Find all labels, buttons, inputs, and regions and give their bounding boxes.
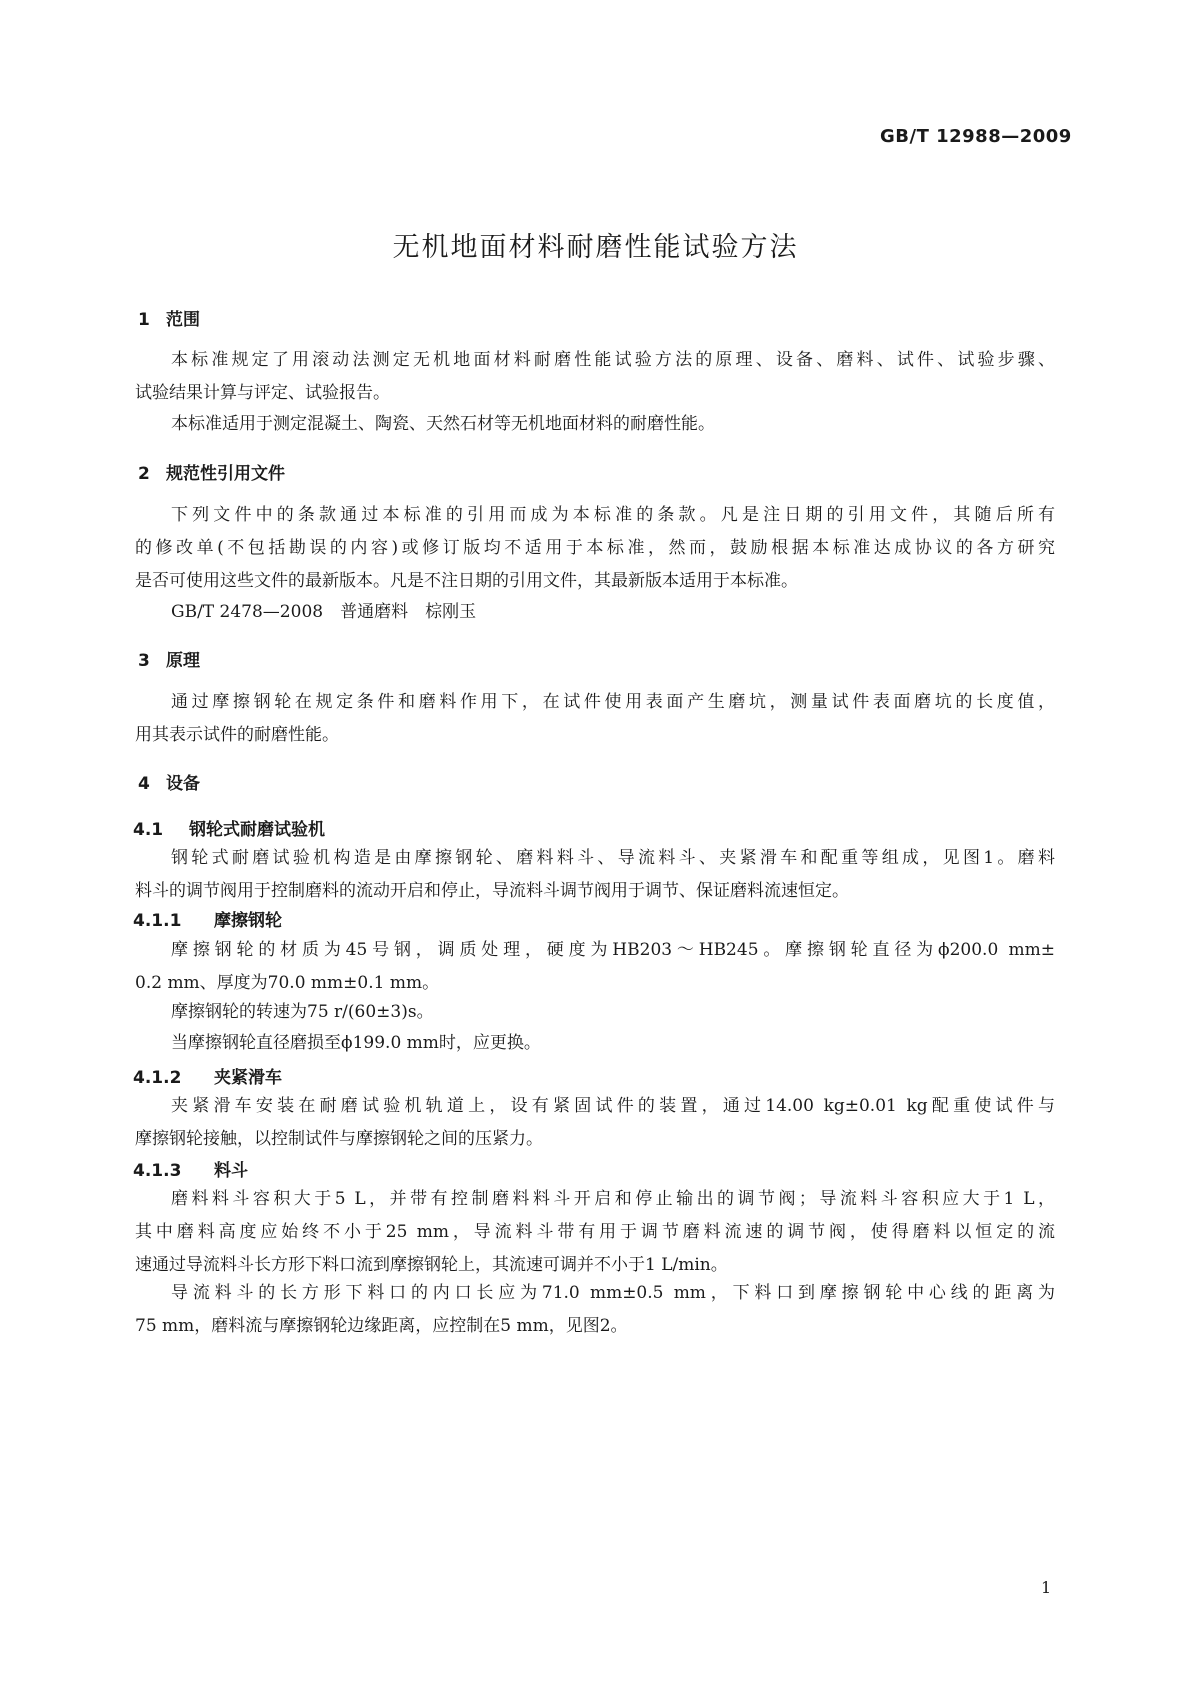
subsection-4-1-1-paragraph-1 xyxy=(135,934,1055,1000)
section-2-heading xyxy=(138,459,285,484)
text-line: GB/T 2478—2008 普通磨料 棕刚玉 xyxy=(171,602,477,622)
text-line: 摩擦钢轮的转速为75 r/(60±3)s。 xyxy=(171,1002,434,1022)
text-line: 用其表示试件的耐磨性能。 xyxy=(135,725,339,745)
subsection-4-1-1-paragraph-2 xyxy=(135,996,1055,1029)
text-line: 本标准适用于测定混凝土、陶瓷、天然石材等无机地面材料的耐磨性能。 xyxy=(171,414,715,434)
section-title: 原理 xyxy=(166,651,200,671)
section-number: 4.1.2 xyxy=(133,1068,182,1088)
text-line: 试验结果计算与评定、试验报告。 xyxy=(135,383,390,403)
section-3-heading xyxy=(138,646,200,671)
section-title: 设备 xyxy=(166,774,200,794)
text-line: 摩擦钢轮的材质为45号钢，调质处理，硬度为HB203～HB245。摩擦钢轮直径为ϕ200.0 mm± xyxy=(171,940,1055,960)
section-1-paragraph-1 xyxy=(135,344,1055,410)
page-number: 1 xyxy=(1041,1578,1052,1597)
text-line: 是否可使用这些文件的最新版本。凡是不注日期的引用文件，其最新版本适用于本标准。 xyxy=(135,571,798,591)
text-line: 本标准规定了用滚动法测定无机地面材料耐磨性能试验方法的原理、设备、磨料、试件、试验步骤、 xyxy=(171,350,1055,370)
subsection-4-1-2-heading xyxy=(133,1063,282,1088)
section-number: 4.1.3 xyxy=(133,1161,182,1181)
subsection-4-1-paragraph-1 xyxy=(135,842,1055,908)
subsection-4-1-2-paragraph-1 xyxy=(135,1090,1055,1156)
text-line: 当摩擦钢轮直径磨损至ϕ199.0 mm时，应更换。 xyxy=(171,1033,541,1053)
text-line: 速通过导流料斗长方形下料口流到摩擦钢轮上，其流速可调并不小于1 L/min。 xyxy=(135,1255,728,1275)
text-line: 夹紧滑车安装在耐磨试验机轨道上，设有紧固试件的装置，通过14.00 kg±0.01 kg配重使试件与 xyxy=(171,1096,1055,1116)
standard-code: GB/T 12988—2009 xyxy=(880,126,1072,147)
section-number: 4 xyxy=(138,774,150,794)
text-line: 料斗的调节阀用于控制磨料的流动开启和停止，导流料斗调节阀用于调节、保证磨料流速恒定。 xyxy=(135,881,849,901)
subsection-4-1-3-paragraph-2 xyxy=(135,1277,1055,1343)
text-line: 磨料料斗容积大于5 L，并带有控制磨料料斗开启和停止输出的调节阀；导流料斗容积应大于1 L， xyxy=(171,1189,1055,1209)
section-number: 4.1.1 xyxy=(133,911,182,931)
subsection-4-1-1-paragraph-3 xyxy=(135,1027,1055,1060)
text-line: 导流料斗的长方形下料口的内口长应为71.0 mm±0.5 mm，下料口到摩擦钢轮中心线的距离为 xyxy=(171,1283,1055,1303)
section-number: 1 xyxy=(138,310,150,330)
section-4-heading xyxy=(138,769,200,794)
subsection-4-1-heading xyxy=(133,815,325,840)
text-line: 下列文件中的条款通过本标准的引用而成为本标准的条款。凡是注日期的引用文件，其随后所有 xyxy=(171,505,1055,525)
section-1-paragraph-2 xyxy=(135,408,1055,441)
text-line: 钢轮式耐磨试验机构造是由摩擦钢轮、磨料料斗、导流料斗、夹紧滑车和配重等组成，见图1。磨料 xyxy=(171,848,1055,868)
section-number: 4.1 xyxy=(133,820,164,840)
section-1-heading xyxy=(138,305,200,330)
section-title: 摩擦钢轮 xyxy=(214,911,282,931)
normative-reference xyxy=(135,596,1055,629)
subsection-4-1-1-heading xyxy=(133,906,282,931)
section-title: 规范性引用文件 xyxy=(166,464,285,484)
subsection-4-1-3-heading xyxy=(133,1156,248,1181)
section-number: 2 xyxy=(138,464,150,484)
section-title: 范围 xyxy=(166,310,200,330)
section-3-paragraph-1 xyxy=(135,686,1055,752)
section-title: 料斗 xyxy=(214,1161,248,1181)
text-line: 通过摩擦钢轮在规定条件和磨料作用下，在试件使用表面产生磨坑，测量试件表面磨坑的长度值， xyxy=(171,692,1055,712)
section-number: 3 xyxy=(138,651,150,671)
text-line: 其中磨料高度应始终不小于25 mm，导流料斗带有用于调节磨料流速的调节阀，使得磨料以恒定的流 xyxy=(135,1222,1055,1242)
subsection-4-1-3-paragraph-1 xyxy=(135,1183,1055,1282)
text-line: 摩擦钢轮接触，以控制试件与摩擦钢轮之间的压紧力。 xyxy=(135,1129,543,1149)
section-title: 钢轮式耐磨试验机 xyxy=(189,820,325,840)
text-line: 的修改单(不包括勘误的内容)或修订版均不适用于本标准，然而，鼓励根据本标准达成协议的各方研究 xyxy=(135,538,1055,558)
document-title: 无机地面材料耐磨性能试验方法 xyxy=(392,232,799,263)
section-title: 夹紧滑车 xyxy=(214,1068,282,1088)
text-line: 75 mm，磨料流与摩擦钢轮边缘距离，应控制在5 mm，见图2。 xyxy=(135,1316,628,1336)
text-line: 0.2 mm、厚度为70.0 mm±0.1 mm。 xyxy=(135,973,440,993)
section-2-paragraph-1 xyxy=(135,499,1055,598)
